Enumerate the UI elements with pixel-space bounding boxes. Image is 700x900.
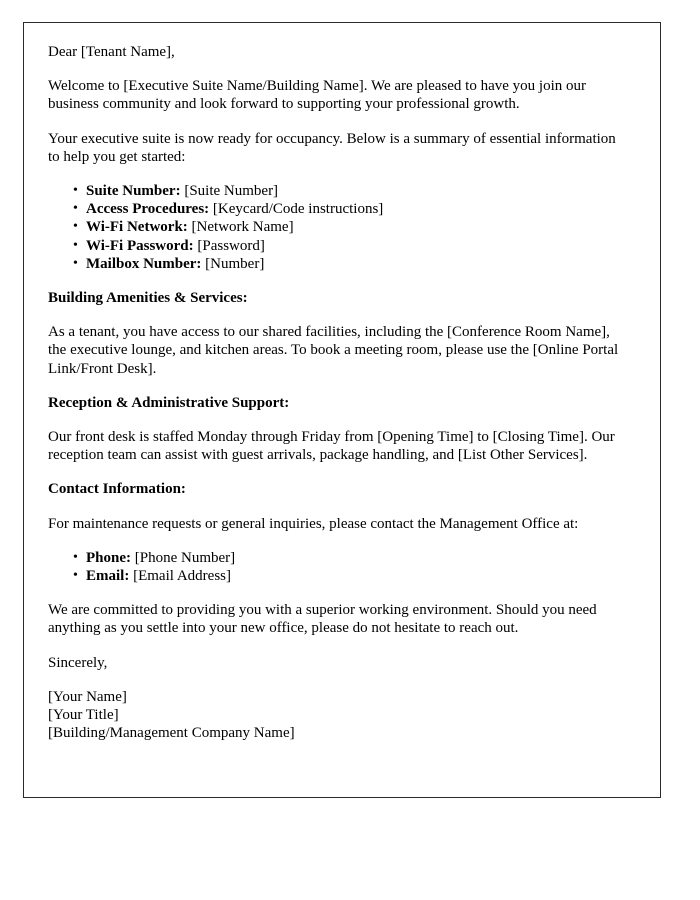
list-item-label: Phone: — [86, 549, 131, 566]
list-item-label: Suite Number: — [86, 183, 181, 200]
closing-paragraph: We are committed to providing you with a superior working environment. Should you need anything as you settle into your new office, please do not hesitate to reach out. — [48, 602, 597, 637]
signature-name: [Your Name] — [48, 688, 127, 705]
list-item — [86, 200, 625, 218]
list-item-value: [Phone Number] — [134, 549, 236, 566]
list-item — [86, 182, 625, 200]
amenities-heading: Building Amenities & Services: — [48, 290, 248, 307]
list-item-label: Wi-Fi Password: — [86, 237, 194, 254]
list-item — [86, 549, 625, 567]
list-item-value: [Network Name] — [191, 219, 294, 236]
reception-heading: Reception & Administrative Support: — [48, 394, 290, 411]
contact-paragraph: For maintenance requests or general inquiries, please contact the Management Office at: — [48, 515, 579, 532]
list-item-value: [Number] — [205, 255, 265, 272]
signature-block — [48, 688, 625, 743]
intro-paragraph: Welcome to [Executive Suite Name/Building Name]. We are pleased to have you join our business community and look forward to supporting your professional growth. — [48, 78, 586, 113]
summary-paragraph: Your executive suite is now ready for occupancy. Below is a summary of essential information to help you get started: — [48, 130, 616, 165]
list-item-value: [Password] — [197, 237, 265, 254]
list-item-value: [Suite Number] — [184, 183, 279, 200]
letter-body — [48, 43, 625, 742]
list-item — [86, 237, 625, 255]
list-item-label: Wi-Fi Network: — [86, 219, 188, 236]
contact-list — [48, 549, 625, 585]
signature-company: [Building/Management Company Name] — [48, 725, 295, 742]
list-item-label: Mailbox Number: — [86, 255, 202, 272]
document-page-border — [23, 22, 661, 798]
salutation: Dear [Tenant Name], — [48, 44, 175, 60]
list-item-label: Email: — [86, 568, 130, 585]
contact-heading: Contact Information: — [48, 481, 186, 498]
sign-off: Sincerely, — [48, 654, 108, 671]
list-item-value: [Keycard/Code instructions] — [212, 201, 384, 218]
list-item-value: [Email Address] — [133, 568, 231, 585]
list-item — [86, 218, 625, 236]
list-item — [86, 567, 625, 585]
signature-title: [Your Title] — [48, 707, 119, 724]
reception-paragraph: Our front desk is staffed Monday through Friday from [Opening Time] to [Closing Time]. Our reception team can assist with guest arrivals, package handling, and [List Other Services]. — [48, 429, 615, 464]
list-item — [86, 255, 625, 273]
amenities-paragraph: As a tenant, you have access to our shared facilities, including the [Conference Room Name], the executive lounge, and kitchen areas. To book a meeting room, please use the [Online Portal Link/Front Desk]. — [48, 324, 619, 377]
essential-info-list — [48, 182, 625, 273]
list-item-label: Access Procedures: — [86, 201, 210, 218]
